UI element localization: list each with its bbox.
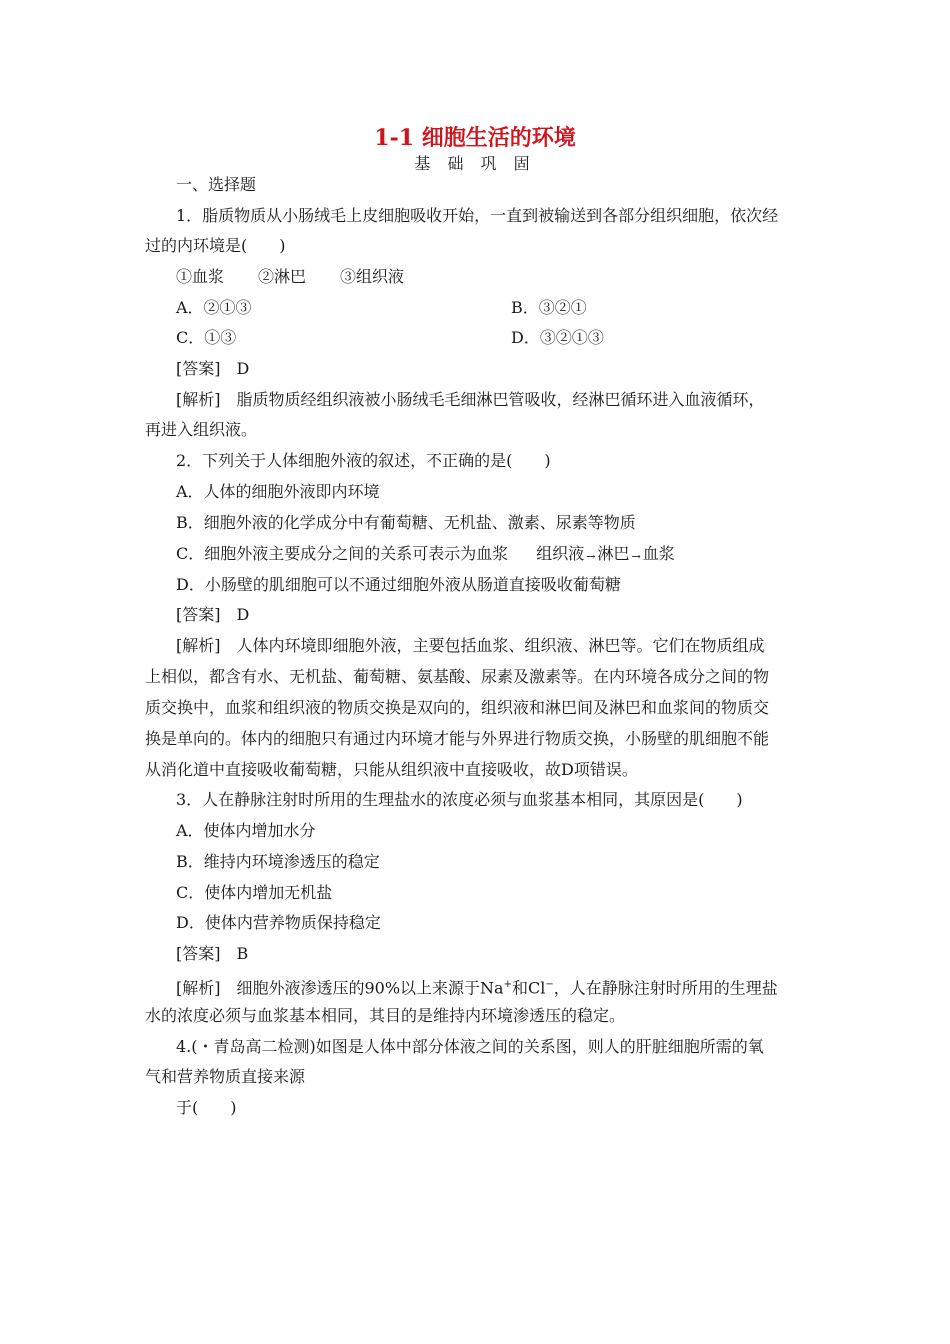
q1-answer: [答案] D bbox=[176, 359, 250, 378]
q3-option-d: D．使体内营养物质保持稳定 bbox=[176, 913, 381, 932]
page-subtitle: 基 础 巩 固 bbox=[414, 154, 536, 173]
q1-items bbox=[176, 267, 404, 287]
page-title: 1-1 细胞生活的环境 bbox=[374, 125, 576, 151]
q3-option-a: A．使体内增加水分 bbox=[176, 821, 316, 840]
q3-answer: [答案] B bbox=[176, 944, 249, 963]
q3-option-c: C．使体内增加无机盐 bbox=[176, 883, 333, 902]
q2-option-c-node-lymph: 淋巴 bbox=[597, 544, 630, 563]
q1-analysis-cont: 再进入组织液。 bbox=[145, 420, 258, 439]
q1-option-d: D．③②①③ bbox=[511, 328, 604, 347]
q1-item-3: ③组织液 bbox=[340, 267, 405, 286]
q3-superscript-minus: − bbox=[545, 979, 554, 990]
q1-option-b: B．③②① bbox=[511, 298, 587, 317]
q2-analysis-cont-4: 从消化道中直接吸收葡萄糖，只能从组织液中直接吸收，故D项错误。 bbox=[145, 760, 638, 779]
q3-analysis-text-c: ，人在静脉注射时所用的生理盐 bbox=[553, 978, 778, 998]
q2-option-c bbox=[176, 544, 675, 567]
q2-option-c-text: C．细胞外液主要成分之间的关系可表示为血浆 bbox=[176, 544, 509, 563]
q2-option-d: D．小肠壁的肌细胞可以不通过细胞外液从肠道直接吸收葡萄糖 bbox=[176, 575, 621, 594]
q1-stem-cont: 过的内环境是( ) bbox=[145, 236, 286, 255]
q1-item-2: ②淋巴 bbox=[258, 267, 307, 286]
q3-superscript-plus: + bbox=[503, 979, 512, 990]
q2-option-c-node-plasma: 血浆 bbox=[642, 544, 675, 563]
q3-stem: 3．人在静脉注射时所用的生理盐水的浓度必须与血浆基本相同，其原因是( ) bbox=[176, 790, 743, 809]
q2-analysis-cont-2: 质交换中，血浆和组织液的物质交换是双向的，组织液和淋巴间及淋巴和血浆间的物质交 bbox=[145, 698, 770, 717]
q2-analysis: [解析] 人体内环境即细胞外液，主要包括血浆、组织液、淋巴等。它们在物质组成 bbox=[176, 636, 765, 655]
section-heading: 一、选择题 bbox=[176, 175, 257, 194]
q2-analysis-cont-1: 上相似，都含有水、无机盐、葡萄糖、氨基酸、尿素及激素等。在内环境各成分之间的物 bbox=[145, 667, 770, 686]
q2-stem: 2．下列关于人体细胞外液的叙述，不正确的是( ) bbox=[176, 451, 551, 470]
q3-option-b: B．维持内环境渗透压的稳定 bbox=[176, 852, 380, 871]
arrow-icon: → bbox=[631, 550, 641, 563]
q3-analysis-text-b: 和Cl bbox=[511, 978, 546, 998]
q1-analysis: [解析] 脂质物质经组织液被小肠绒毛毛细淋巴管吸收，经淋巴循环进入血液循环， bbox=[176, 390, 765, 409]
q3-analysis-cont: 水的浓度必须与血浆基本相同，其目的是维持内环境渗透压的稳定。 bbox=[145, 1006, 626, 1025]
q3-analysis bbox=[176, 975, 778, 998]
q1-option-a: A．②①③ bbox=[176, 298, 252, 317]
q1-option-c: C．①③ bbox=[176, 328, 237, 347]
q2-option-a: A．人体的细胞外液即内环境 bbox=[176, 482, 380, 501]
q1-item-1: ①血浆 bbox=[176, 267, 225, 286]
arrow-icon: → bbox=[586, 550, 596, 563]
q1-stem: 1．脂质物质从小肠绒毛上皮细胞吸收开始，一直到被输送到各部分组织细胞，依次经 bbox=[176, 206, 779, 225]
q4-stem-cont: 气和营养物质直接来源 bbox=[145, 1067, 306, 1086]
q2-option-b: B．细胞外液的化学成分中有葡萄糖、无机盐、激素、尿素等物质 bbox=[176, 513, 636, 532]
q4-stem-end: 于( ) bbox=[176, 1098, 237, 1117]
q2-option-c-node-tissue: 组织液 bbox=[536, 544, 585, 563]
q4-stem: 4.(・青岛高二检测)如图是人体中部分体液之间的关系图，则人的肝脏细胞所需的氧 bbox=[176, 1037, 764, 1056]
q3-analysis-text-a: [解析] 细胞外液渗透压的90%以上来源于Na bbox=[176, 978, 504, 998]
q2-analysis-cont-3: 换是单向的。体内的细胞只有通过内环境才能与外界进行物质交换，小肠壁的肌细胞不能 bbox=[145, 729, 770, 748]
q2-answer: [答案] D bbox=[176, 605, 250, 624]
